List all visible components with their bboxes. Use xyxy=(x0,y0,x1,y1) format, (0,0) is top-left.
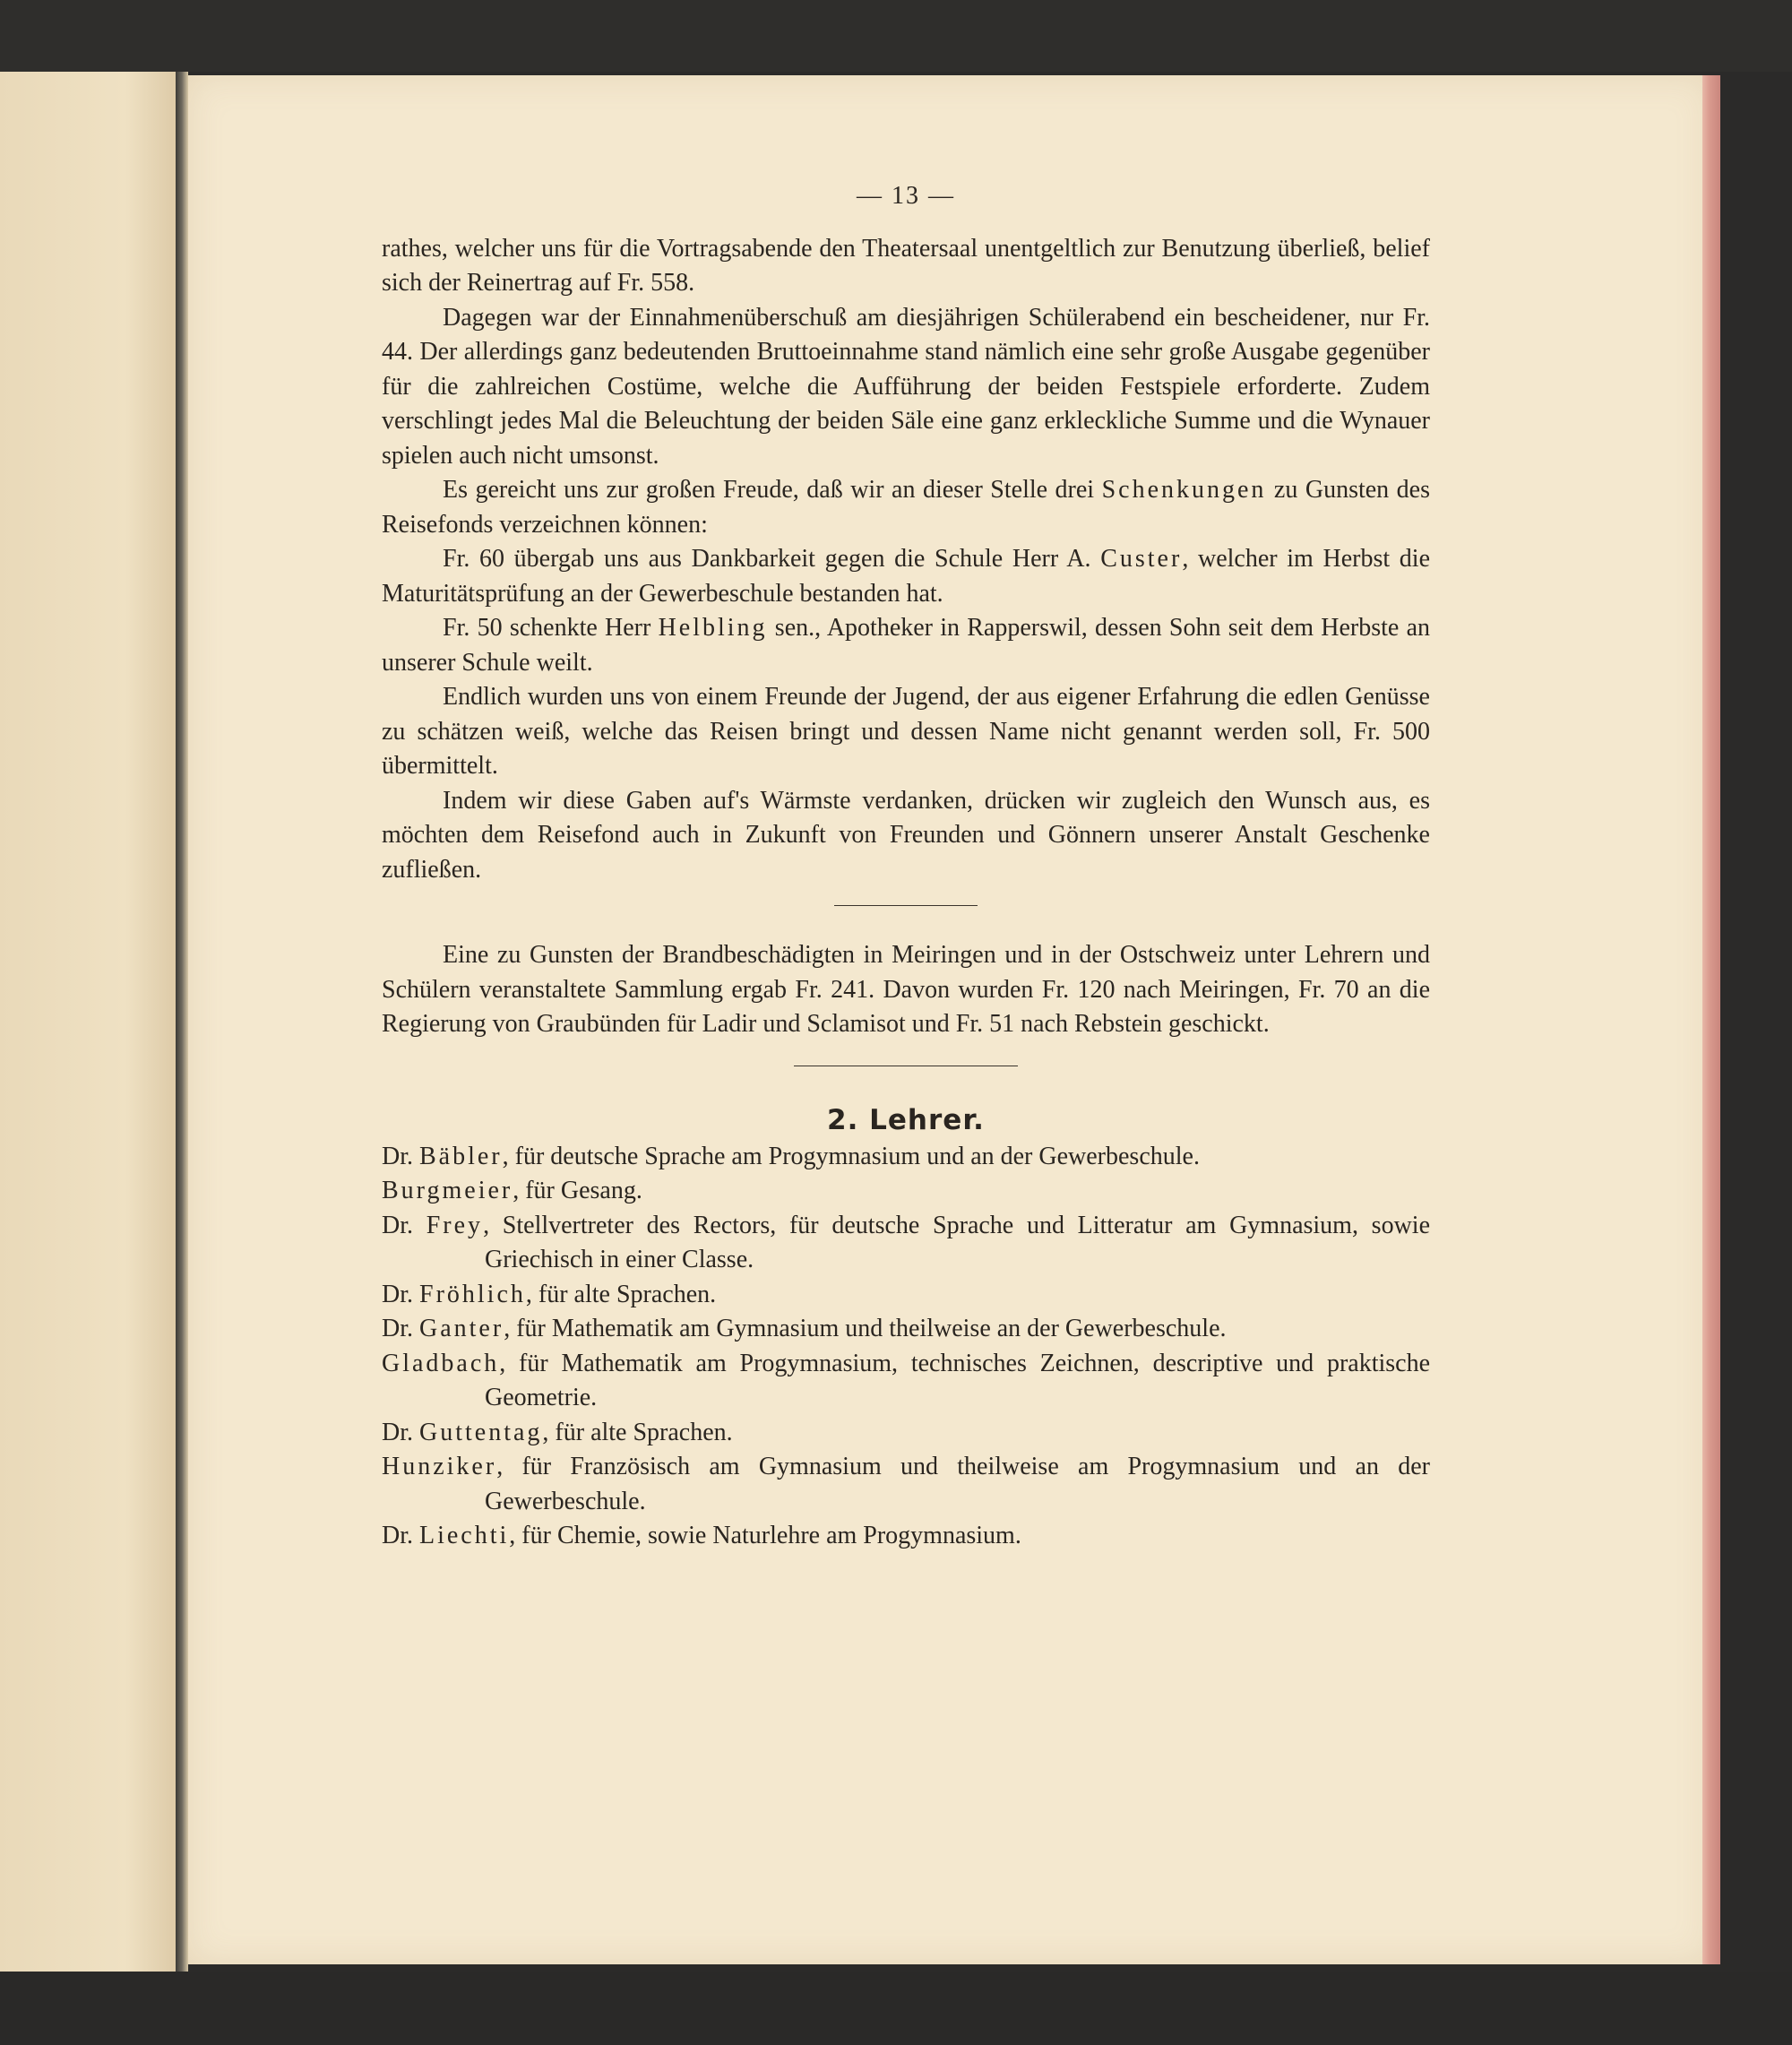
paragraph-3-start: Es gereicht uns zur großen Freude, daß wir an dieser Stelle drei xyxy=(443,476,1102,504)
teacher-entry xyxy=(382,1450,1430,1519)
teacher-title: Dr. xyxy=(382,1142,419,1170)
teacher-list xyxy=(382,1140,1430,1554)
spaced-word-schenkungen: Schenkungen xyxy=(1101,476,1267,504)
paragraph-1: rathes, welcher uns für die Vortragsabende den Theatersaal unentgeltlich zur Benutzung überließ, belief sich der Reinertrag auf Fr. 558. xyxy=(382,234,1430,297)
teacher-entry xyxy=(382,1312,1430,1347)
paragraph-3 xyxy=(382,473,1430,542)
section-divider-short xyxy=(834,905,978,906)
page-red-edge xyxy=(1702,75,1720,1964)
teacher-title: Dr. xyxy=(382,1418,419,1446)
teacher-name: Burgmeier xyxy=(382,1177,513,1204)
facing-page-edge xyxy=(0,72,179,1972)
teacher-title: Dr. xyxy=(382,1522,419,1549)
paragraph-8: Eine zu Gunsten der Brandbeschädigten in Meiringen und in der Ostschweiz unter Lehrern und Schülern veranstaltete Sammlung ergab Fr. 241. Davon wurden Fr. 120 nach Meiringen, Fr. 70 an die Regierung von Graubünden für Ladir und Sclamisot und Fr. 51 nach Rebstein geschickt. xyxy=(382,941,1430,1038)
teacher-name: Gladbach xyxy=(382,1349,500,1377)
paragraph-5-end: sen., Apotheker in Rapperswil, dessen Sohn seit dem Herbste an unserer Schule weilt. xyxy=(382,614,1431,677)
teacher-name: Bäbler xyxy=(419,1142,503,1170)
teacher-entry xyxy=(382,1347,1430,1416)
page-content xyxy=(382,179,1430,1554)
paragraph-4-start: Fr. 60 übergab uns aus Dankbarkeit gegen die Schule Herr A. xyxy=(443,545,1101,573)
teacher-name: Frey xyxy=(426,1211,484,1239)
spaced-name-helbling: Helbling xyxy=(658,614,768,642)
teacher-title: Dr. xyxy=(382,1211,426,1239)
paragraph-3-end: zu Gunsten des Reisefonds verzeichnen können: xyxy=(382,476,1430,539)
paragraph-5 xyxy=(382,611,1430,680)
teacher-subjects: , für alte Sprachen. xyxy=(542,1418,733,1446)
teacher-subjects: , für Mathematik am Progymnasium, technisches Zeichnen, descriptive und praktische Geometrie. xyxy=(485,1349,1430,1411)
teacher-subjects: , für Chemie, sowie Naturlehre am Progymnasium. xyxy=(509,1522,1021,1549)
teacher-entry xyxy=(382,1174,1430,1209)
teacher-subjects: , für Französisch am Gymnasium und theilweise am Progymnasium und an der Gewerbeschule. xyxy=(485,1453,1430,1515)
paragraph-5-start: Fr. 50 schenkte Herr xyxy=(443,614,659,642)
paragraph-4-end: , welcher im Herbst die Maturitätsprüfung an der Gewerbeschule bestanden hat. xyxy=(382,545,1430,608)
paragraph-7: Indem wir diese Gaben auf's Wärmste verdanken, drücken wir zugleich den Wunsch aus, es möchten dem Reisefond auch in Zukunft von Freunden und Gönnern unserer Anstalt Geschenke zufließen. xyxy=(382,786,1430,884)
teacher-subjects: , für alte Sprachen. xyxy=(525,1280,717,1308)
spaced-name-custer: Custer xyxy=(1100,545,1183,573)
teacher-title: Dr. xyxy=(382,1315,419,1342)
teacher-entry xyxy=(382,1278,1430,1313)
teacher-name: Fröhlich xyxy=(419,1280,526,1308)
paragraph-2: Dagegen war der Einnahmenüberschuß am diesjährigen Schülerabend ein bescheidener, nur Fr. 44. Der allerdings ganz bedeutenden Bruttoeinnahme stand nämlich eine sehr große Ausgabe gegenüber für die zahlreichen Costüme, welche die Aufführung der beiden Festspiele erforderte. Zudem verschlingt jedes Mal die Beleuchtung der beiden Säle eine ganz erkleckliche Summe und die Wynauer spielen auch nicht umsonst. xyxy=(382,303,1430,470)
section-heading-lehrer: 2. Lehrer. xyxy=(827,1103,985,1136)
teacher-name: Ganter xyxy=(419,1315,504,1342)
scan-background-bottom xyxy=(0,1972,1792,2045)
teacher-subjects: , Stellvertreter des Rectors, für deutsche Sprache und Litteratur am Gymnasium, sowie Griechisch in einer Classe. xyxy=(483,1211,1431,1273)
teacher-name: Guttentag xyxy=(419,1418,543,1446)
teacher-subjects: , für Gesang. xyxy=(513,1177,642,1204)
teacher-title: Dr. xyxy=(382,1280,419,1308)
teacher-entry xyxy=(382,1209,1430,1278)
teacher-name: Hunziker xyxy=(382,1453,497,1480)
paragraph-6: Endlich wurden uns von einem Freunde der Jugend, der aus eigener Erfahrung die edlen Genüsse zu schätzen weiß, welche das Reisen bringt und dessen Name nicht genannt werden soll, Fr. 500 übermittelt. xyxy=(382,683,1430,780)
scan-background-top xyxy=(0,0,1792,72)
teacher-subjects: , für Mathematik am Gymnasium und theilweise an der Gewerbeschule. xyxy=(504,1315,1227,1342)
paragraph-4 xyxy=(382,542,1430,611)
teacher-entry xyxy=(382,1416,1430,1451)
page-number: — 13 — xyxy=(857,182,955,210)
teacher-entry xyxy=(382,1140,1430,1175)
book-gutter xyxy=(176,72,188,1972)
teacher-entry xyxy=(382,1519,1430,1554)
teacher-name: Liechti xyxy=(419,1522,510,1549)
teacher-subjects: , für deutsche Sprache am Progymnasium und an der Gewerbeschule. xyxy=(502,1142,1200,1170)
